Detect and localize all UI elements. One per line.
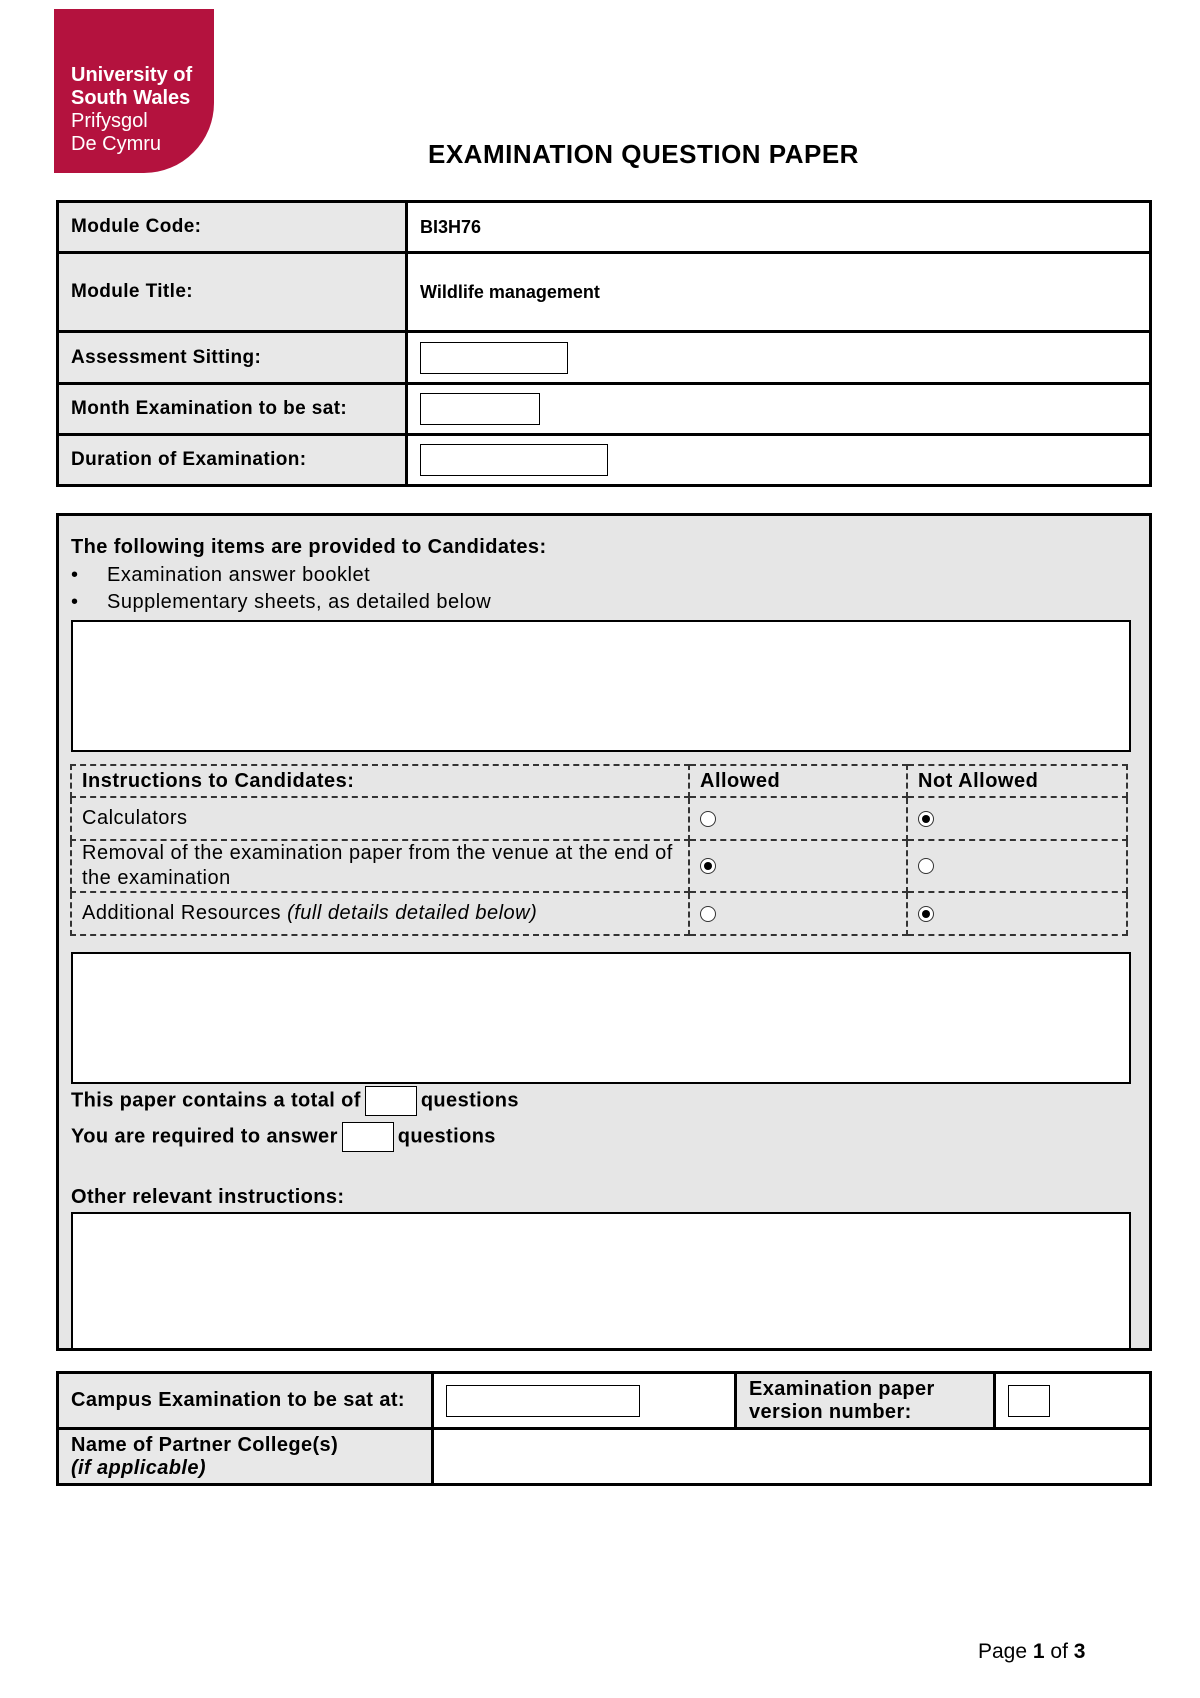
- logo-line-2: South Wales: [71, 87, 191, 109]
- additional-resources-label: Additional Resources: [82, 902, 288, 924]
- duration-input[interactable]: [420, 444, 608, 476]
- total-questions-prefix: This paper contains a total of: [71, 1089, 361, 1112]
- university-logo: [54, 9, 214, 173]
- total-questions-input[interactable]: [365, 1086, 417, 1116]
- allowed-header: Allowed: [689, 765, 907, 797]
- sitting-label: Assessment Sitting:: [58, 332, 407, 384]
- table-row: [71, 797, 1127, 840]
- list-item: [71, 589, 491, 616]
- total-questions-suffix: questions: [420, 1089, 519, 1112]
- module-code-label: Module Code:: [58, 202, 407, 253]
- answer-questions-line: [71, 1122, 496, 1152]
- calculators-not-allowed-radio[interactable]: [918, 811, 934, 827]
- resources-allowed-cell: [689, 892, 907, 935]
- calculators-allowed-cell: [689, 797, 907, 840]
- campus-table: [56, 1371, 1152, 1486]
- additional-resources-box[interactable]: [71, 952, 1131, 1084]
- page-prefix: Page: [978, 1640, 1028, 1663]
- page-total: 3: [1073, 1640, 1086, 1663]
- module-code-value: BI3H76: [407, 202, 1151, 253]
- logo-line-1: University of: [71, 64, 193, 86]
- logo-line-4: De Cymru: [71, 133, 162, 155]
- month-label: Month Examination to be sat:: [58, 384, 407, 435]
- provided-heading: The following items are provided to Candidates:: [71, 536, 547, 558]
- duration-label: Duration of Examination:: [58, 435, 407, 486]
- provided-item-1: Examination answer booklet: [107, 564, 371, 586]
- other-instructions-box[interactable]: [71, 1212, 1131, 1350]
- sitting-cell: [407, 332, 1151, 384]
- supplementary-sheets-box[interactable]: [71, 620, 1131, 752]
- version-input[interactable]: [1008, 1385, 1050, 1417]
- answer-questions-prefix: You are required to answer: [71, 1125, 338, 1148]
- module-info-table: [56, 200, 1152, 487]
- answer-questions-input[interactable]: [342, 1122, 394, 1152]
- campus-cell: [433, 1373, 736, 1429]
- table-row: [71, 840, 1127, 892]
- module-title-value: Wildlife management: [407, 253, 1151, 332]
- total-questions-line: [71, 1086, 519, 1116]
- page-current: 1: [1032, 1640, 1045, 1663]
- candidate-instructions-panel: [56, 513, 1152, 1351]
- calculators-allowed-radio[interactable]: [700, 811, 716, 827]
- campus-input[interactable]: [446, 1385, 640, 1417]
- bullet-icon: •: [71, 564, 79, 586]
- sitting-input[interactable]: [420, 342, 568, 374]
- provided-list: [71, 562, 491, 616]
- campus-label: Campus Examination to be sat at:: [58, 1373, 433, 1429]
- removal-allowed-cell: [689, 840, 907, 892]
- logo-line-3: Prifysgol: [71, 110, 148, 132]
- calculators-not-allowed-cell: [907, 797, 1127, 840]
- provided-item-2: Supplementary sheets, as detailed below: [107, 591, 492, 613]
- page-number: [978, 1640, 1085, 1664]
- version-cell: [995, 1373, 1151, 1429]
- module-title-label: Module Title:: [58, 253, 407, 332]
- partner-college-input[interactable]: [433, 1429, 1151, 1485]
- removal-not-allowed-radio[interactable]: [918, 858, 934, 874]
- list-item: [71, 562, 491, 589]
- removal-label: Removal of the examination paper from the venue at the end of the examination: [71, 840, 689, 892]
- additional-resources-cell: [71, 892, 689, 935]
- resources-not-allowed-radio[interactable]: [918, 906, 934, 922]
- not-allowed-header: Not Allowed: [907, 765, 1127, 797]
- version-label: Examination paper version number:: [736, 1373, 995, 1429]
- page-title: EXAMINATION QUESTION PAPER: [428, 139, 859, 169]
- resources-not-allowed-cell: [907, 892, 1127, 935]
- instructions-table: [70, 764, 1128, 936]
- answer-questions-suffix: questions: [397, 1125, 496, 1148]
- duration-cell: [407, 435, 1151, 486]
- calculators-label: Calculators: [71, 797, 689, 840]
- partner-college-cell: [58, 1429, 433, 1485]
- removal-not-allowed-cell: [907, 840, 1127, 892]
- additional-resources-note: (full details detailed below): [287, 902, 538, 924]
- page-of: of: [1050, 1640, 1068, 1663]
- table-row: [71, 892, 1127, 935]
- instructions-header: Instructions to Candidates:: [71, 765, 689, 797]
- bullet-icon: •: [71, 591, 79, 613]
- month-input[interactable]: [420, 393, 540, 425]
- month-cell: [407, 384, 1151, 435]
- resources-allowed-radio[interactable]: [700, 906, 716, 922]
- removal-allowed-radio[interactable]: [700, 858, 716, 874]
- partner-college-note: (if applicable): [71, 1456, 206, 1479]
- partner-college-label: Name of Partner College(s): [71, 1433, 339, 1456]
- other-instructions-heading: Other relevant instructions:: [71, 1186, 345, 1208]
